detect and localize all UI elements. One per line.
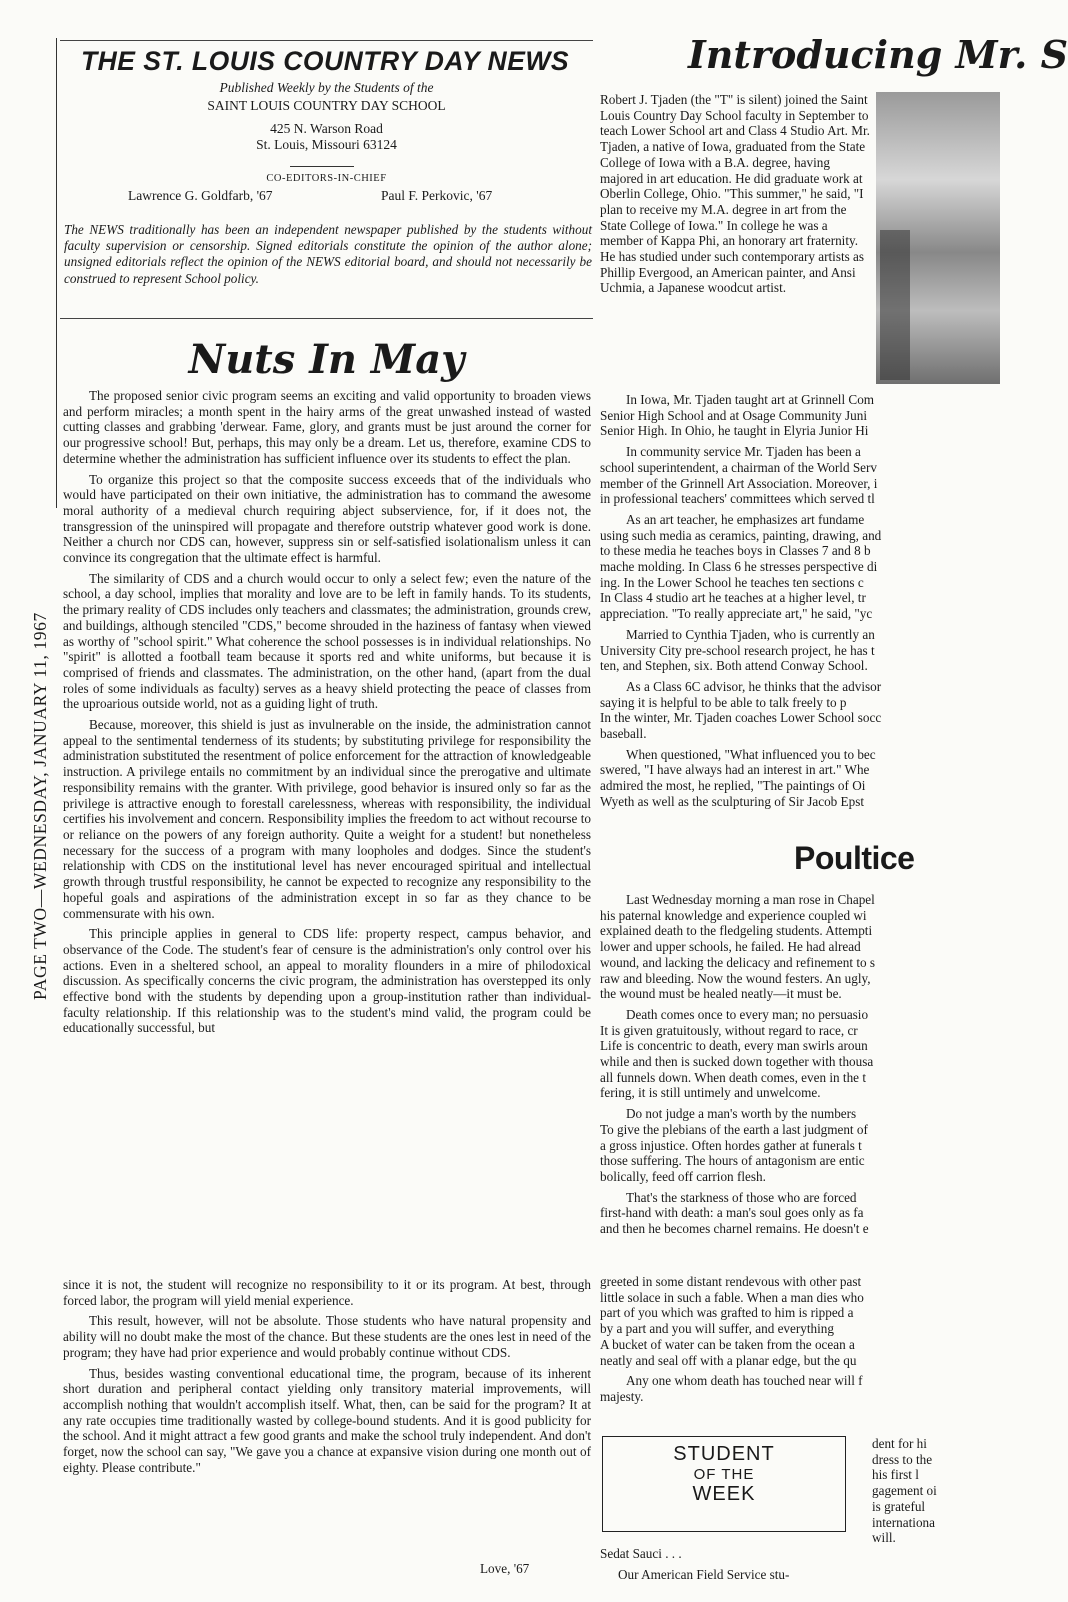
masthead-top-rule: [60, 40, 593, 41]
week-label: WEEK: [692, 1483, 756, 1505]
article-line: the wound must be healed neatly—it must be.: [600, 986, 842, 1002]
article-line: explained death to the fledgeling students. Attempti: [600, 923, 873, 939]
teacher-photo-shadow: [880, 230, 910, 380]
poultice-body-continued: [600, 1274, 1000, 1414]
article-line: ing. In the Lower School he teaches ten sections c: [600, 574, 864, 590]
article-line: to these media he teaches boys in Classes 7 and 8 b: [600, 543, 871, 559]
editorial-disclaimer: The NEWS traditionally has been an independent newspaper published by the students without faculty supervision or censorship. Signed editorials constitute the opinion of the author alone; unsigned editorials reflect the opinion of the NEWS editorial board, and should not necessarily be construed to represent School policy.: [64, 222, 592, 286]
poultice-title: Poultice: [794, 840, 915, 876]
published-line: Published Weekly by the Students of the: [219, 80, 434, 95]
school-name: SAINT LOUIS COUNTRY DAY SCHOOL: [207, 98, 446, 113]
vertical-rule: [56, 38, 57, 508]
editor-2: Paul F. Perkovic, '67: [381, 188, 493, 203]
student-side-line: gagement oi: [872, 1483, 937, 1499]
of-the-label: OF THE: [693, 1466, 755, 1483]
coeditors-label: CO-EDITORS-IN-CHIEF: [266, 173, 387, 184]
masthead-bottom-rule: [60, 318, 593, 319]
masthead-short-rule: [290, 166, 354, 167]
article-line: In Iowa, Mr. Tjaden taught art at Grinnell Com: [626, 392, 875, 407]
article-line: Last Wednesday morning a man rose in Chapel: [626, 892, 875, 907]
student-of-week-text: [872, 1436, 1000, 1602]
article-line: wound, and lacking the delicacy and refinement to s: [600, 954, 876, 970]
article-line: A bucket of water can be taken from the ocean a: [600, 1336, 855, 1352]
article-line: his paternal knowledge and experience coupled wi: [600, 907, 867, 923]
article-line: in professional teachers' committees which served tl: [600, 491, 875, 507]
address-line-2: St. Louis, Missouri 63124: [256, 137, 397, 152]
editorial-paragraph: This principle applies in general to CDS life: property respect, campus behavior, and observance of the Code. The student's fear of censure is the administration's only control over his actions. Even in a sheltered school, an appeal to morality flounders in a mire of philodoxical discussion. As specifically concerns the civic program, the administration has overstepped its only effective bond with the students by depending upon a group-institution rather than individual-faculty relationship. If this relationship was to the student's mind valid, the program could be educationally successful, but: [63, 926, 591, 1036]
article-line: by a part and you will suffer, and everything: [600, 1321, 834, 1337]
article-line: majesty.: [600, 1388, 644, 1404]
article-line: Life is concentric to death, every man swirls aroun: [600, 1038, 868, 1054]
article-line: In Class 4 studio art he teaches at a higher level, tr: [600, 590, 866, 606]
article-line: admired the most, he replied, "The paintings of Oi: [600, 778, 866, 794]
article-line: raw and bleeding. Now the wound festers. An ugly,: [600, 970, 871, 986]
student-byline-block: [600, 1546, 870, 1602]
student-byline: Sedat Sauci . . .: [600, 1546, 682, 1561]
article-line: lower and upper schools, he failed. He had alread: [600, 939, 861, 955]
editorial-paragraph: To organize this project so that the composite success exceeds that of the individuals who would have participated on their own initiative, the administration has to command the awesome moral authority of a medieval church requiring abject subservience, for, if it does not, the transgression of the uninspired will propagate and therefore outstrip whatever good work is done. Neither a church nor CDS can, however, suppress sin or self-satisfied isolationalism unless it can convince its congregation that the ultimate effect is harmful.: [63, 471, 591, 566]
article-line: swered, "I have always had an interest in art." Whe: [600, 762, 870, 778]
student-lead: Our American Field Service stu-: [618, 1566, 790, 1582]
student-side-line: is grateful: [872, 1498, 926, 1514]
article-line: mache molding. In Class 6 he stresses perspective di: [600, 559, 878, 575]
article-line: while and then is sucked down together with thousa: [600, 1054, 874, 1070]
student-side-line: dent for hi: [872, 1436, 927, 1451]
student-side-line: internationa: [872, 1514, 935, 1530]
article-line: Married to Cynthia Tjaden, who is currently an: [626, 626, 875, 642]
editorial-paragraph: The similarity of CDS and a church would occur to only a select few; even the nature of the school, a day school, implies that morality and love are to be left in family hands. To its students, the primary reality of CDS includes only teachers and classmates; the administration, grounds crew, and buildings, although stenciled "CDS," become shrouded in the haziness of fantasy when viewed as worthy of "school spirit." What coherence the school possesses is in individual relationships. No "spirit" is allotted a football team because it sports red and white uniforms, but because it is comprised of friends and classmates. The administration, on the other hand, (apart from the dual roles of some individuals as faculty) serves as a heavy shield protecting the peace of classes from the uproarious outside world, not as a guiding light of truth.: [63, 570, 591, 712]
student-side-line: his first l: [872, 1467, 919, 1483]
article-line: As a Class 6C advisor, he thinks that the advisor: [626, 678, 882, 694]
introducing-title: Introducing Mr. S: [688, 32, 1068, 77]
introducing-body: [600, 392, 1000, 809]
student-of-week-box: [602, 1436, 846, 1532]
article-line: In the winter, Mr. Tjaden coaches Lower School socc: [600, 710, 882, 726]
article-line: baseball.: [600, 726, 647, 742]
editor-1: Lawrence G. Goldfarb, '67: [128, 188, 273, 203]
editorial-paragraph: since it is not, the student will recognize no responsibility to it or its program. At best, through forced labor, the program will yield menial experience.: [63, 1277, 591, 1308]
article-line: appreciation. "To really appreciate art," he said, "yc: [600, 606, 873, 622]
article-line: That's the starkness of those who are forced: [626, 1189, 857, 1205]
article-line: ten, and Stephen, six. Both attend Conway School.: [600, 658, 868, 674]
page-date-label: PAGE TWO—WEDNESDAY, JANUARY 11, 1967: [30, 612, 50, 1000]
article-line: Any one whom death has touched near will f: [626, 1373, 863, 1389]
student-side-line: dress to the: [872, 1451, 933, 1467]
editorial-paragraph: Thus, besides wasting conventional educational time, the program, because of its inherent short duration and peripheral contact yielding only transitory material improvements, will accomplish nothing that wouldn't accomplish itself. What, then, can be said for the program? It at any rate occupies time traditionally wasted by college-bound students. And it is good publicity for the school. And it might attract a few good grants and make the school truly independent. And don't forget, now the school can say, "We gave you a chance at expansive vision during one month out of eighty. Please contribute.": [63, 1365, 591, 1475]
student-side-line: will.: [872, 1530, 896, 1546]
article-line: When questioned, "What influenced you to bec: [626, 746, 876, 762]
newspaper-title: THE ST. LOUIS COUNTRY DAY NEWS: [80, 46, 570, 76]
article-line: member of the Grinnell Art Association. Moreover, i: [600, 475, 878, 491]
article-line: and then he becomes charnel remains. He doesn't e: [600, 1221, 869, 1237]
article-line: Death comes once to every man; no persuasio: [626, 1006, 869, 1022]
editorial-continued: [63, 1277, 591, 1557]
article-line: Senior High. In Ohio, he taught in Elyria Junior Hi: [600, 423, 869, 439]
article-line: As an art teacher, he emphasizes art fundame: [626, 511, 865, 527]
article-line: using such media as ceramics, painting, drawing, and: [600, 527, 882, 543]
editorial-body: [63, 388, 591, 1261]
address-line-1: 425 N. Warson Road: [270, 121, 383, 136]
article-line: a gross injustice. Often hordes gather at funerals t: [600, 1137, 862, 1153]
editorial-signature: Love, '67: [480, 1561, 530, 1576]
article-line: fering, it is still untimely and unwelcome.: [600, 1085, 821, 1101]
article-line: University City pre-school research project, he has t: [600, 642, 875, 658]
article-line: It is given gratuitously, without regard to race, cr: [600, 1022, 858, 1038]
article-line: first-hand with death: a man's soul goes only as fa: [600, 1205, 864, 1221]
poultice-body: [600, 892, 1000, 1262]
article-line: saying it is helpful to be able to talk freely to p: [600, 694, 847, 710]
article-line: To give the plebians of the earth a last judgment of: [600, 1121, 868, 1137]
article-line: those suffering. The hours of antagonism are entic: [600, 1153, 865, 1169]
article-line: Do not judge a man's worth by the numbers: [626, 1106, 857, 1122]
article-line: Wyeth as well as the sculpturing of Sir Jacob Epst: [600, 793, 865, 809]
article-line: In community service Mr. Tjaden has been a: [626, 444, 861, 460]
editorial-title: Nuts In May: [188, 336, 465, 383]
article-line: bolically, feed off carrion flesh.: [600, 1168, 766, 1184]
article-line: little solace in such a fable. When a man dies who: [600, 1289, 864, 1305]
introducing-paragraph: Robert J. Tjaden (the "T" is silent) joined the Saint Louis Country Day School faculty in September to teach Lower School art and Class 4 Studio Art. Mr. Tjaden, a native of Iowa, graduated from the State College of Iowa with a B.A. degree, having majored in art education. He did graduate work at Oberlin College, Ohio. "This summer," he said, "I plan to receive my M.A. degree in art from the State College of Iowa." In college he was a member of Kappa Phi, an honorary art fraternity. He has studied under such contemporary artists as Phillip Evergood, an American painter, and Ansi Uchmia, a Japanese woodcut artist.: [600, 92, 870, 296]
article-line: greeted in some distant rendevous with other past: [600, 1274, 862, 1289]
editorial-paragraph: Because, moreover, this shield is just as invulnerable on the inside, the administration cannot appeal to the sentimental tenderness of its students; by substituting privilege for responsibility the administration substituted the resentment of police enforcement for the attraction of knowledgeable instruction. A privilege entails no commitment by an individual since the prerogative and ultimate responsibility remains with the granter. With privilege, good behavior is insured only so far as the privilege is attractive enough to forestall carelessness, whereas with responsibility, the individual certifies his involvement and concern. Responsibility implies the freedom to act without recourse to or reliance on the powers of any foreign authority. Quite a weight for a student! but nonetheless necessary for the success of a program with many loopholes and dodges. Since the student's relationship with CDS on the institutional level has never encouraged spiritual and intellectual growth through trustful responsibility, he cannot be expected to recognize any responsibility to the hopeful goals and aspirations of the administration except in so far as they chance to be commensurate with his own.: [63, 717, 591, 921]
article-line: part of you which was grafted to him is ripped a: [600, 1305, 854, 1321]
article-line: school superintendent, a chairman of the World Serv: [600, 459, 878, 475]
introducing-intro: [600, 92, 872, 392]
editorial-paragraph: This result, however, will not be absolute. Those students who have natural propensity and ability will no doubt make the most of the chance. But these students are the ones lest in need of the program; they have had prior experience and would probably continue without CDS.: [63, 1313, 591, 1360]
editorial-paragraph: The proposed senior civic program seems an exciting and valid opportunity to broaden views and perform miracles; a month spent in the hairy arms of the great unwashed instead of wasted cutting classes and grabbing 'derwear. Fame, glory, and grants must be just around the corner for our progressive school! But, perhaps, this may only be a dream. Let us, therefore, examine CDS to determine whether the administration has sufficient influence over its students to effect the plan.: [63, 388, 591, 466]
article-line: all funnels down. When death comes, even in the t: [600, 1069, 866, 1085]
student-label: STUDENT: [673, 1443, 775, 1465]
article-line: neatly and seal off with a planar edge, but the qu: [600, 1352, 857, 1368]
article-line: Senior High School and at Osage Community Juni: [600, 407, 868, 423]
